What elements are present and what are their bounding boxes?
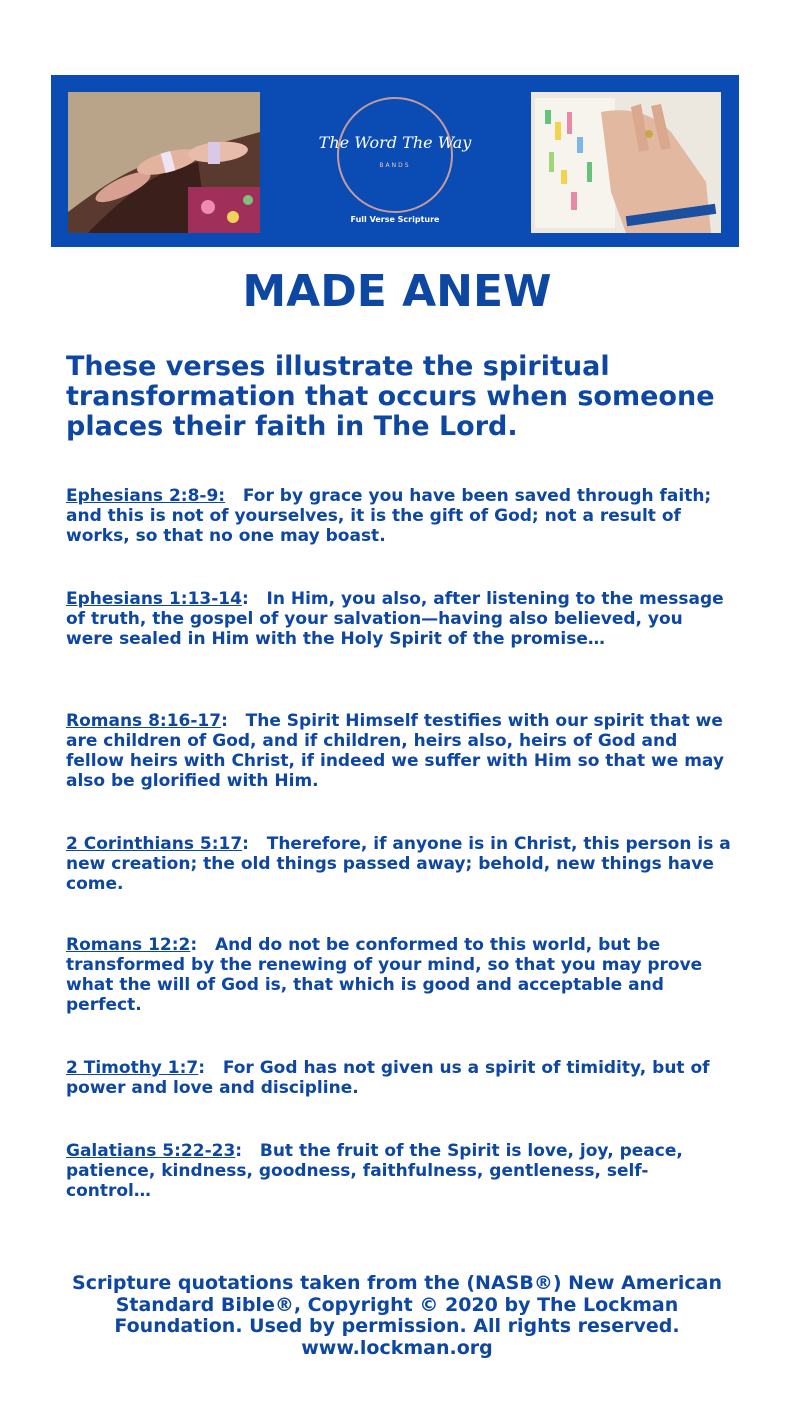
verse-item: Ephesians 1:13-14: In Him, you also, after listening to the message of truth, the gospel of your salvation—having also believed, you were sealed in Him with the Holy Spirit of the promise…: [66, 589, 724, 649]
logo-subtext: BANDS: [379, 162, 411, 169]
verse-text: The Spirit Himself testifies with our spirit that we are children of God, and if children, heirs also, heirs of God and fellow heirs with Christ, if indeed we suffer with Him so that we may also be glorified with Him.: [66, 711, 724, 791]
verse-reference: Romans 12:2: [66, 935, 191, 955]
verse-item: 2 Corinthians 5:17: Therefore, if anyone is in Christ, this person is a new creation; the old things passed away; behold, new things have come.: [66, 834, 731, 894]
verse-text: For God has not given us a spirit of timidity, but of power and love and discipline.: [66, 1058, 710, 1098]
page-title: MADE ANEW: [242, 266, 552, 317]
verse-item: Romans 12:2: And do not be conformed to this world, but be transformed by the renewing of your mind, so that you may prove what the will of God is, that which is good and acceptable and perfect.: [66, 935, 703, 1015]
verse-item: Galatians 5:22-23: But the fruit of the Spirit is love, joy, peace, patience, kindness, goodness, faithfulness, gentleness, self-control…: [66, 1141, 683, 1201]
bracelets-photo: [68, 92, 260, 233]
verse-item: 2 Timothy 1:7: For God has not given us a spirit of timidity, but of power and love and discipline.: [66, 1058, 710, 1098]
intro-text: These verses illustrate the spiritual transformation that occurs when someone places their faith in The Lord.: [66, 351, 715, 442]
logo-ring: [337, 97, 453, 213]
verse-item: Romans 8:16-17: The Spirit Himself testifies with our spirit that we are children of God, and if children, heirs also, heirs of God and fellow heirs with Christ, if indeed we suffer with Him so that we may also be glorified with Him.: [66, 711, 724, 791]
bible-hand-photo: [531, 92, 721, 233]
verse-reference: Galatians 5:22-23: [66, 1141, 236, 1161]
verse-text: But the fruit of the Spirit is love, joy, peace, patience, kindness, goodness, faithfulness, gentleness, self-control…: [66, 1141, 683, 1201]
logo-text: The Word The Way: [318, 133, 472, 152]
verse-text: Therefore, if anyone is in Christ, this person is a new creation; the old things passed away; behold, new things have come.: [66, 834, 731, 894]
verse-text: And do not be conformed to this world, but be transformed by the renewing of your mind, so that you may prove what the will of God is, that which is good and acceptable and perfect.: [66, 935, 703, 1015]
banner-caption: Full Verse Scripture: [350, 215, 440, 224]
verse-reference: 2 Timothy 1:7: [66, 1058, 199, 1078]
verse-reference: Romans 8:16-17: [66, 711, 222, 731]
copyright-notice: Scripture quotations taken from the (NASB®) New American Standard Bible®, Copyright © 2020 by The Lockman Foundation. Used by permission. All rights reserved. www.lockman.org: [72, 1272, 722, 1359]
verse-reference: 2 Corinthians 5:17: [66, 834, 243, 854]
verse-text: For by grace you have been saved through faith; and this is not of yourselves, it is the gift of God; not a result of works, so that no one may boast.: [66, 486, 712, 546]
verse-reference: Ephesians 2:8-9:: [66, 486, 226, 506]
header-banner: [51, 75, 739, 247]
verse-reference: Ephesians 1:13-14: [66, 589, 242, 609]
verse-text: In Him, you also, after listening to the message of truth, the gospel of your salvation—having also believed, you were sealed in Him with the Holy Spirit of the promise…: [66, 589, 724, 649]
verse-item: [66, 486, 731, 546]
